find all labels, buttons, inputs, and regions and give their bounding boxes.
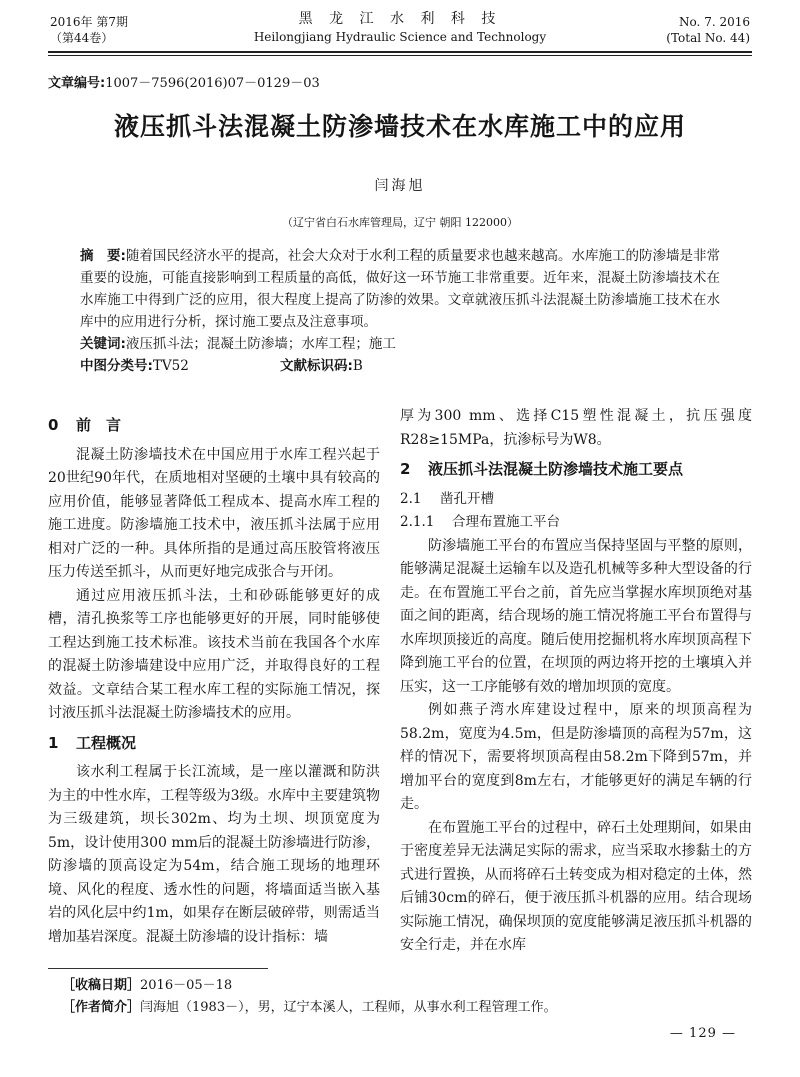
paragraph-intro-1: 混凝土防渗墙技术在中国应用于水库工程兴起于20世纪90年代，在质地相对坚硬的土壤中具有较高的应用价值，能够显著降低工程成本、提高水库工程的施工进度。防渗墙施工技术中，液压抓斗法属于应用相对广泛的一种。具体所指的是通过高压胶管将液压压力传送至抓斗，从而更好地完成张合与开闭。: [48, 446, 380, 580]
header-no: No. 7. 2016: [679, 15, 750, 29]
paragraph-platform-2: 例如燕子湾水库建设过程中，原来的坝顶高程为58.2m，宽度为4.5m，但是防渗墙顶的高程为57m，这样的情况下，需要将坝顶高程由58.2m下降到57m，并增加平台的宽度到8m左右，才能够更好的满足车辆的行走。: [400, 702, 752, 812]
received-date: [62, 975, 557, 997]
right-column: [400, 405, 752, 958]
article-title: 液压抓斗法混凝土防渗墙技术在水库施工中的应用: [113, 112, 686, 141]
subsection-title: 合理布置施工平台: [452, 514, 560, 530]
journal-name-cn: 黑 龙 江 水 利 科 技: [298, 11, 502, 27]
header-total: (Total No. 44): [666, 31, 750, 45]
header-year-issue: 2016年 第7期: [50, 15, 128, 29]
classification-row: [80, 355, 720, 377]
article-number-label: 文章编号:: [48, 76, 106, 91]
abstract-label: 摘 要:: [80, 248, 126, 264]
section-heading-2: [400, 458, 752, 482]
journal-name-en: Heilongjiang Hydraulic Science and Technology: [253, 30, 547, 44]
footnote-rule: [48, 968, 268, 969]
paragraph-overview-continued: 厚为300 mm、选择C15塑性混凝土，抗压强度R28≥15MPa，抗渗标号为W8。: [400, 408, 752, 448]
doc-code-value: B: [352, 358, 363, 374]
author-name: 闫海旭: [374, 178, 426, 194]
received-label: ［收稿日期］: [62, 978, 141, 993]
header-issue: [50, 14, 128, 46]
paragraph-platform-3: 在布置施工平台的过程中，碎石土处理期间，如果由于密度差异无法满足实际的需求，应当采取水掺黏土的方式进行置换，从而将碎石土转变成为相对稳定的土体，然后铺30cm的碎石，便于液压抓斗机器的应用。结合现场实际施工情况，确保坝顶的宽度能够满足液压抓斗机器的安全行走，并在水库: [400, 819, 752, 953]
subsection-title: 凿孔开槽: [440, 490, 494, 507]
paragraph-platform-1: 防渗墙施工平台的布置应当保持坚固与平整的原则，能够满足混凝土运输车以及造孔机械等多种大型设备的行走。在布置施工平台之前，首先应当掌握水库坝顶绝对基面之间的距离，结合现场的施工情况将施工平台布置得与水库坝顶接近的高度。随后使用挖掘机将水库坝顶高程下降到施工平台的位置，在坝顶的两边将开挖的土壤填入并压实，这一工序能够有效的增加坝顶的宽度。: [400, 537, 752, 695]
abstract-text: 随着国民经济水平的提高，社会大众对于水利工程的质量要求也越来越高。水库施工的防渗墙是非常重要的设施，可能直接影响到工程质量的高低，做好这一环节施工非常重要。近年来，混凝土防渗墙技术在水库施工中得到广泛的应用，很大程度上提高了防渗的效果。文章就液压抓斗法混凝土防渗墙施工技术在水库中的应用进行分析，探讨施工要点及注意事项。: [80, 248, 720, 330]
section-heading-1: [48, 732, 380, 756]
author-bio-label: ［作者简介］: [62, 1000, 141, 1015]
abstract: [80, 245, 720, 333]
doc-code-label: 文献标识码:: [280, 358, 353, 374]
author-bio-text: 闫海旭（1983－），男，辽宁本溪人，工程师，从事水利工程管理工作。: [140, 1000, 557, 1015]
subsection-heading-2-1-1: [400, 511, 752, 535]
subsection-number: 2.1.1: [400, 514, 435, 530]
footnotes: [62, 975, 557, 1019]
clc-value: TV52: [152, 358, 189, 374]
keywords-text: 液压抓斗法；混凝土防渗墙；水库工程；施工: [125, 336, 396, 352]
header-issue-en: [666, 14, 750, 46]
header-rule-thick: [48, 51, 752, 53]
section-title: 工程概况: [76, 733, 137, 752]
header-journal: [200, 10, 600, 45]
section-number: 2: [400, 460, 411, 478]
keywords: [80, 333, 720, 355]
left-column: [48, 408, 380, 949]
section-number: 0: [48, 416, 59, 434]
header-rule-thin: [48, 55, 752, 56]
section-title: 液压抓斗法混凝土防渗墙技术施工要点: [428, 460, 684, 478]
keywords-label: 关键词:: [80, 336, 126, 352]
page-number: — 129 —: [669, 1026, 736, 1041]
section-heading-0: [48, 414, 380, 438]
subsection-heading-2-1: [400, 488, 752, 512]
paragraph-overview: 该水利工程属于长江流域，是一座以灌溉和防洪为主的中性水库，工程等级为3级。水库中主要建筑物为三级建筑，坝长302m、均为土坝、坝顶宽度为5m，设计使用300 mm后的混凝土防渗墙进行防渗，防渗墙的顶高设定为54m，结合施工现场的地理环境、风化的程度、透水性的问题，将墙面适当嵌入基岩的风化层中约1m，如果存在断层破碎带，则需适当增加基岩深度。混凝土防渗墙的设计指标：墙: [48, 764, 380, 945]
section-title: 前 言: [76, 416, 122, 434]
article-number: [48, 72, 320, 91]
received-value: 2016－05－18: [140, 978, 233, 993]
article-number-value: 1007－7596(2016)07－0129－03: [105, 76, 320, 91]
author-affiliation: （辽宁省白石水库管理局，辽宁 朝阳 122000）: [282, 216, 518, 229]
subsection-number: 2.1: [400, 490, 422, 507]
section-number: 1: [48, 733, 59, 752]
paragraph-intro-2: 通过应用液压抓斗法，土和砂砾能够更好的成槽，清孔换浆等工序也能够更好的开展，同时能够使工程达到施工技术标准。该技术当前在我国各个水库的混凝土防渗墙建设中应用广泛，并取得良好的工程效益。文章结合某工程水库工程的实际施工情况，探讨液压抓斗法混凝土防渗墙技术的应用。: [48, 587, 380, 721]
document-code: [280, 355, 363, 377]
abstract-block: [80, 245, 720, 377]
header-volume: （第44卷）: [50, 31, 114, 45]
clc-number: [80, 355, 280, 377]
clc-label: 中图分类号:: [80, 358, 153, 374]
author-bio: [62, 997, 557, 1019]
